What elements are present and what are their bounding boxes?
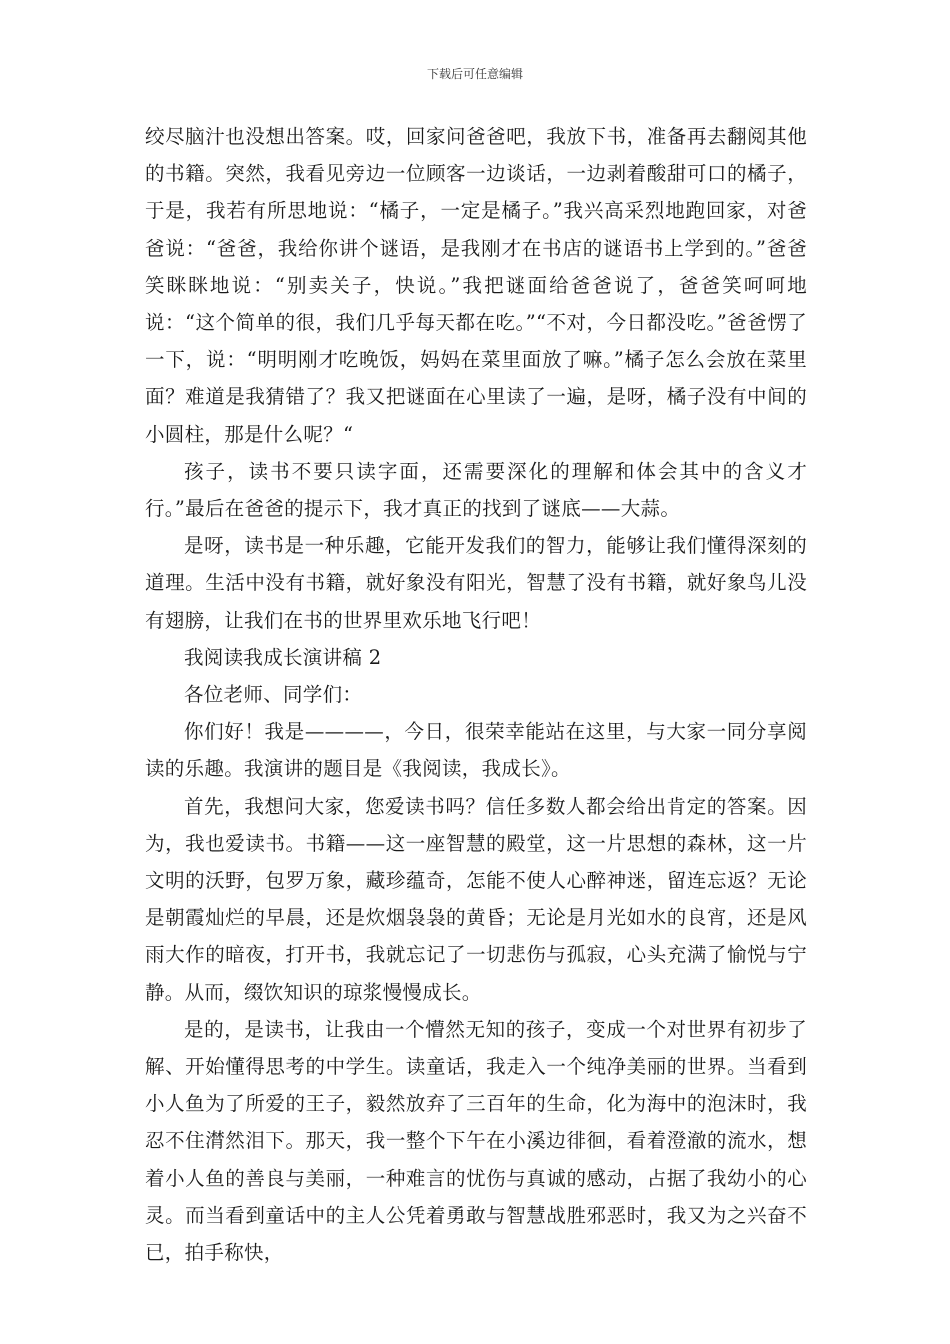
paragraph-reading-joy: 是呀，读书是一种乐趣，它能开发我们的智力，能够让我们懂得深刻的道理。生活中没有书籍，就好象没有阳光，智慧了没有书籍，就好象鸟儿没有翅膀，让我们在书的世界里欢乐地飞行吧！ — [145, 534, 807, 632]
paragraph-love-of-books: 首先，我想问大家，您爱读书吗？信任多数人都会给出肯定的答案。因为，我也爱读书。书籍——这一座智慧的殿堂，这一片思想的森林，这一片文明的沃野，包罗万象，藏珍蕴奇，怎能不使人心醉神迷，留连忘返？无论是朝霞灿烂的早晨，还是炊烟袅袅的黄昏；无论是月光如水的良宵，还是风雨大作的暗夜，打开书，我就忘记了一切悲伤与孤寂，心头充满了愉悦与宁静。从而，缀饮知识的琼浆慢慢成长。 — [145, 794, 807, 1004]
speech-greeting: 各位老师、同学们： — [184, 683, 363, 707]
paragraph-riddle-answer: 孩子，读书不要只读字面，还需要深化的理解和体会其中的含义才行。”最后在爸爸的提示下，我才真正的找到了谜底——大蒜。 — [145, 459, 807, 521]
speech-title: 我阅读我成长演讲稿 2 — [184, 645, 382, 669]
paragraph-growth-through-reading: 是的，是读书，让我由一个懵然无知的孩子，变成一个对世界有初步了解、开始懂得思考的中学生。读童话，我走入一个纯净美丽的世界。当看到小人鱼为了所爱的王子，毅然放弃了三百年的生命，化为海中的泡沫时，我忍不住潸然泪下。那天，我一整个下午在小溪边徘徊，看着澄澈的流水，想着小人鱼的善良与美丽，一种难言的忧伤与真诚的感动，占据了我幼小的心灵。而当看到童话中的主人公凭着勇敢与智慧战胜邪恶时，我又为之兴奋不已，拍手称快， — [145, 1017, 807, 1265]
document-body — [145, 118, 807, 1271]
paragraph-story-continued: 绞尽脑汁也没想出答案。哎，回家问爸爸吧，我放下书，准备再去翻阅其他的书籍。突然，我看见旁边一位顾客一边谈话，一边剥着酸甜可口的橘子，于是，我若有所思地说：“橘子，一定是橘子。”我兴高采烈地跑回家，对爸爸说：“爸爸，我给你讲个谜语，是我刚才在书店的谜语书上学到的。”爸爸笑眯眯地说：“别卖关子，快说。”我把谜面给爸爸说了，爸爸笑呵呵地说：“这个简单的很，我们几乎每天都在吃。”“不对，今日都没吃。”爸爸愣了一下，说：“明明刚才吃晚饭，妈妈在菜里面放了嘛。”橘子怎么会放在菜里面？难道是我猜错了？我又把谜面在心里读了一遍，是呀，橘子没有中间的小圆柱，那是什么呢？“ — [145, 125, 807, 446]
paragraph-introduction: 你们好！我是————，今日，很荣幸能站在这里，与大家一同分享阅读的乐趣。我演讲的题目是《我阅读，我成长》。 — [145, 720, 807, 781]
page-header: 下载后可任意编辑 — [426, 67, 523, 81]
